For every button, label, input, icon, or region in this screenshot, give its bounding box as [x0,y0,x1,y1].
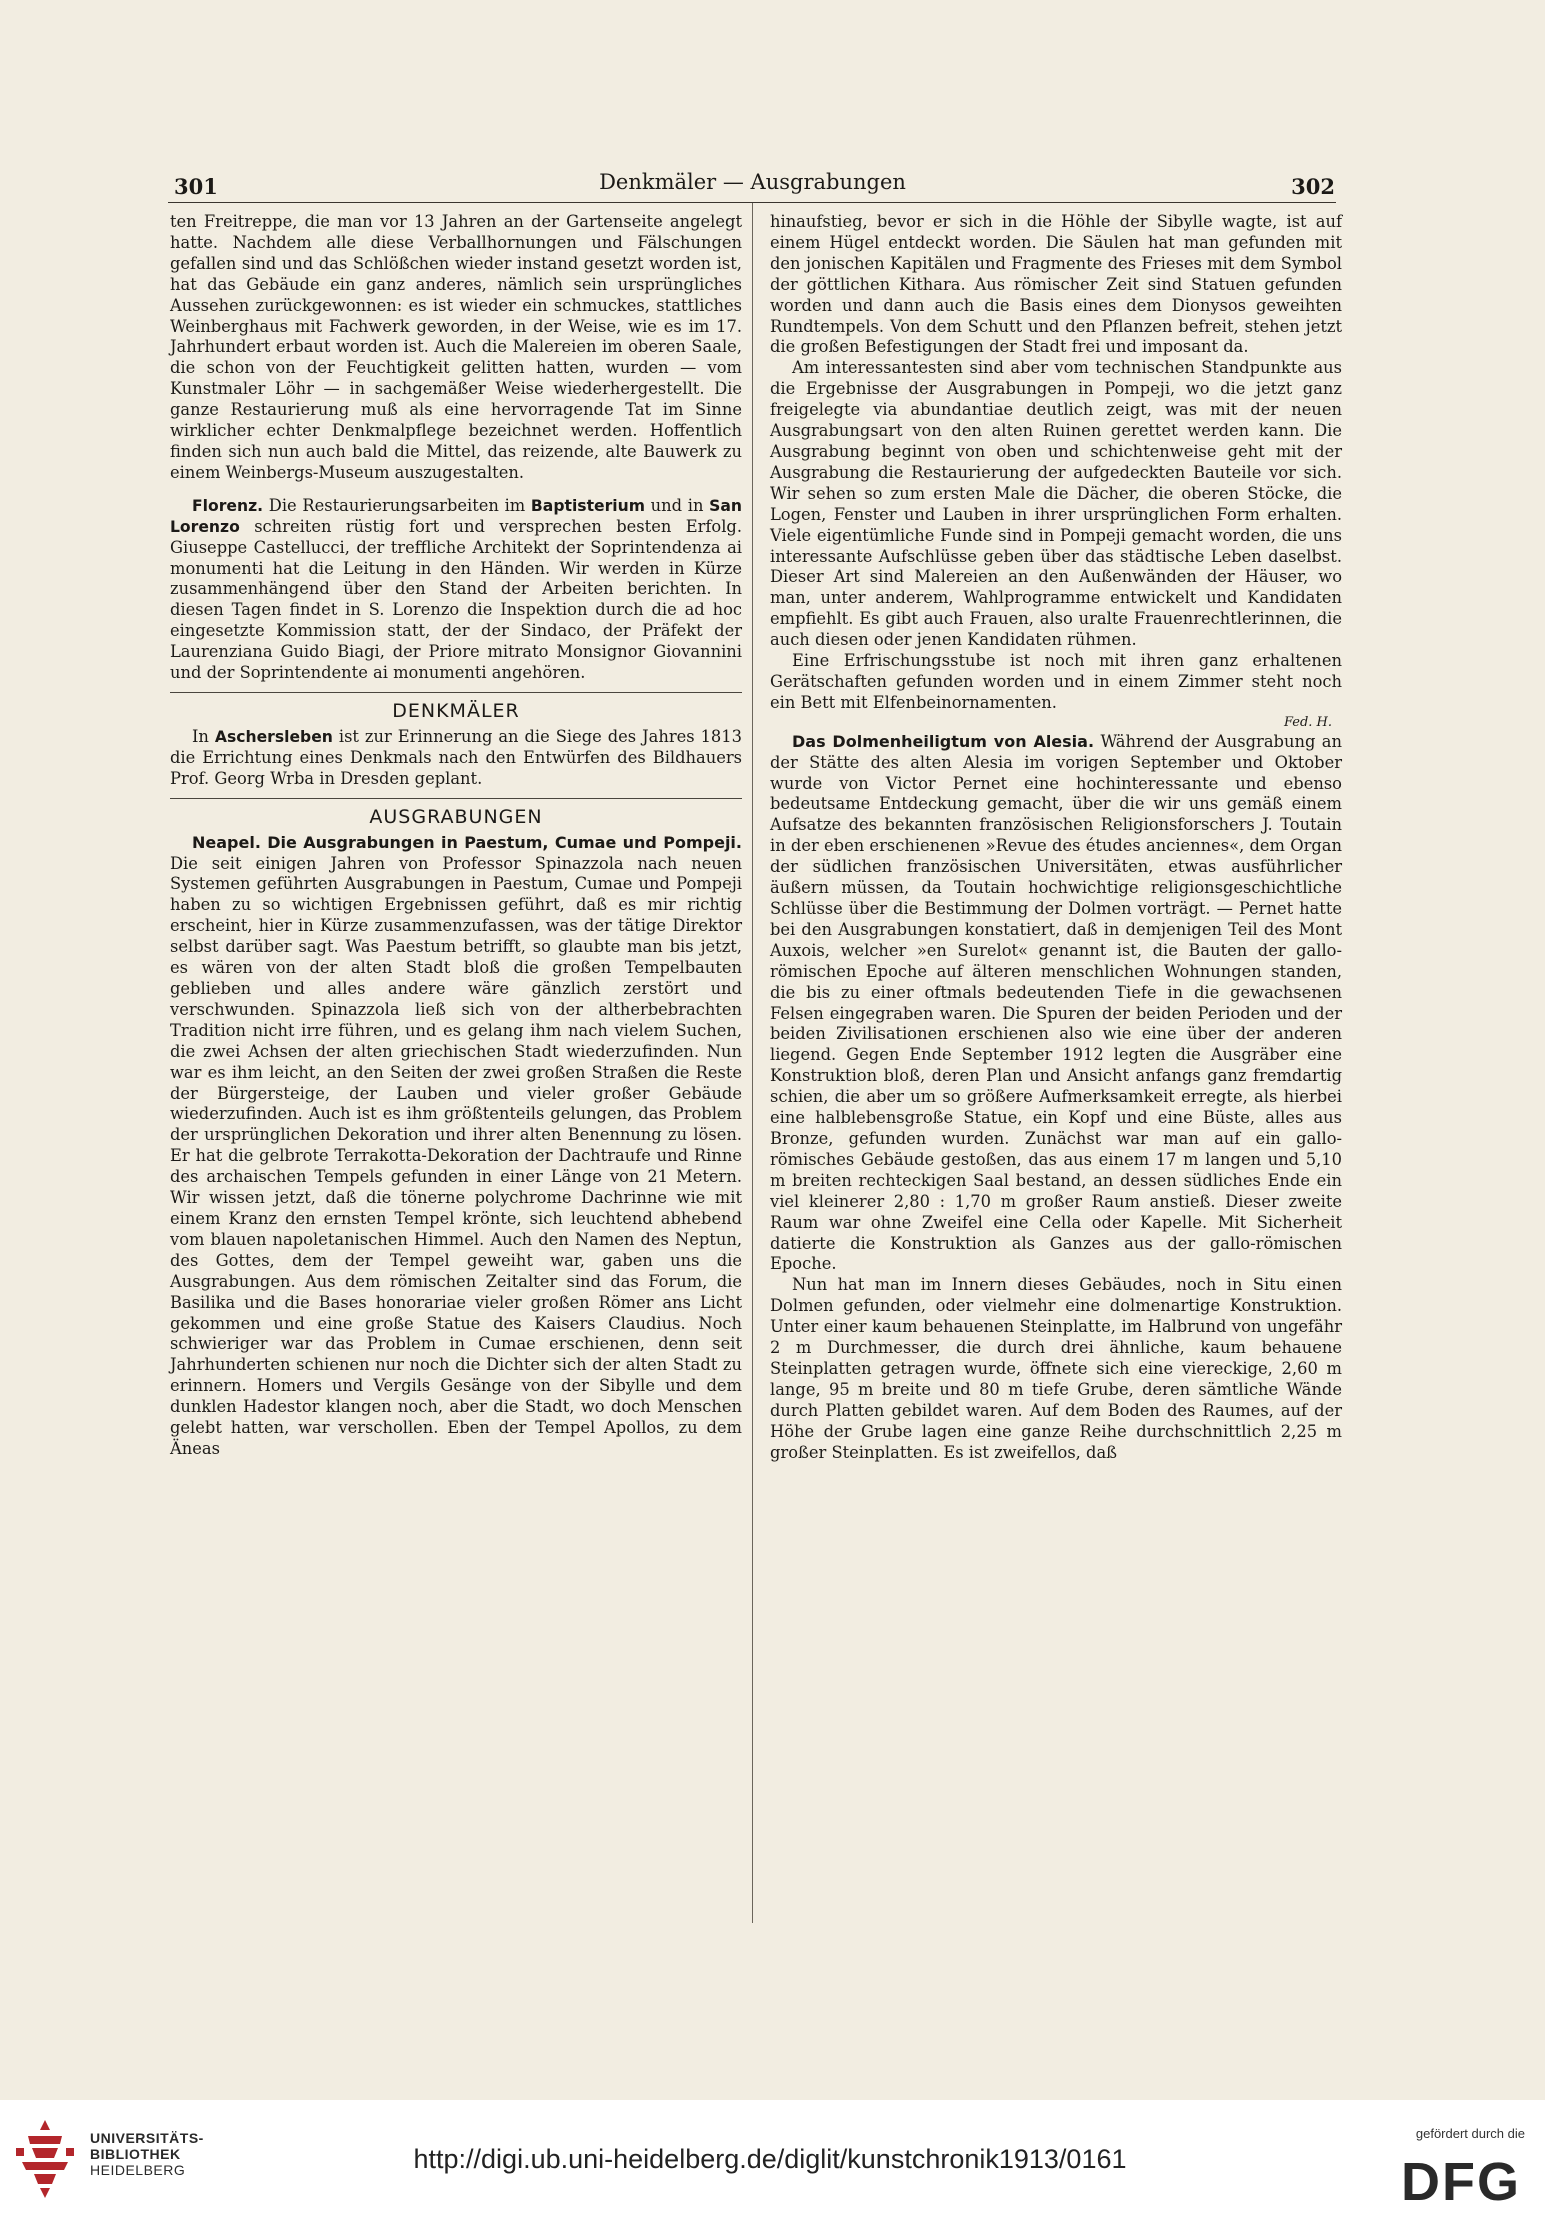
neapel-text: Die seit einigen Jahren von Professor Spinazzola nach neuen Systemen geführten Ausgrabungen in Paestum, Cumae und Pompeji haben zu so wichtigen Ergebnissen geführt, daß es mir richtig erscheint, hier in Kürze zusammenzufassen, was der tätige Direktor selbst darüber sagt. Was Paestum betrifft, so glaubte man bis jetzt, es wären von der alten Stadt bloß die großen Tempelbauten geblieben und alles andere wäre gänzlich zerstört und verschwunden. Spinazzola ließ sich von der altherbebrachten Tradition nicht irre führen, und es gelang ihm nach vielem Suchen, die zwei Achsen der alten griechischen Stadt wiederzufinden. Nun war es ihm leicht, an den Seiten der zwei großen Straßen die Reste der Bürgersteige, der Lauben und vieler großer Gebäude wiederzufinden. Auch ist es ihm größtenteils gelungen, das Problem der ursprünglichen Dekoration und ihrer alten Benennung zu lösen. Er hat die gelbrote Terrakotta-Dekoration der Dachtraufe und Rinne des archaischen Tempels gefunden in einer Länge von 21 Metern. Wir wissen jetzt, daß die tönerne polychrome Dachrinne wie mit einem Kranz den ernsten Tempel krönte, sich leuchtend abhebend vom blauen napoletanischen Himmel. Auch den Namen des Neptun, des Gottes, dem der Tempel geweiht war, gaben uns die Ausgrabungen. Aus dem römischen Zeitalter sind das Forum, die Basilika und die Bases honorariae vieler großen Römer ans Licht gekommen und eine große Statue des Kaisers Claudius. Noch schwieriger war das Problem in Cumae erschienen, denn seit Jahrhunderten schienen nur noch die Dichter sich der alten Stadt zu erinnern. Homers und Vergils Gesänge von der Sibylle und dem dunklen Hadestor klangen noch, aber die Stadt, wo doch Menschen gelebt hatten, war verschollen. Eben der Tempel Apollos, zu dem Äneas [170,853,742,1458]
aschersleben-text-c: ist zur Erinnerung an die Siege des Jahres 1813 die Errichtung eines Denkmals nach den Entwürfen des Bildhauers Prof. Georg Wrba in Dresden geplant. [170,726,743,788]
florenz-text-d: schreiten rüstig fort und versprechen besten Erfolg. Giuseppe Castellucci, der treffliche Architekt der Soprintendenza ai monumenti hat die Leitung in den Händen. Wir werden in Kürze zusammenhängend über den Stand der Arbeiten berichten. In diesen Tagen findet in S. Lorenzo die Inspektion durch die ad hoc eingesetzte Kommission statt, der der Sindaco, der Präfekt der Laurenziana Guido Biagi, der Priore mitrato Monsignor Giovannini und der Soprintendente ai monumenti angehören. [170,516,742,683]
lead-neapel: Neapel. Die Ausgrabungen in Paestum, Cumae und Pompeji. [192,832,742,852]
right-column [770,212,1342,1463]
uni-line-1: UNIVERSITÄTS- [90,2130,204,2146]
page-number-left: 301 [174,174,218,199]
permalink-url[interactable]: http://digi.ub.uni-heidelberg.de/diglit/kunstchronik1913/0161 [413,2144,1127,2174]
section-rule [170,692,742,693]
funding-note: gefördert durch die [1415,2126,1525,2141]
paragraph-neapel [170,833,742,1460]
term-baptisterium: Baptisterium [530,496,645,515]
term-aschersleben: Aschersleben [214,727,333,746]
page-number-right: 302 [1291,174,1335,199]
digitization-footer [0,2100,1545,2228]
aschersleben-text-a: In [192,726,215,746]
uni-line-2: BIBLIOTHEK [90,2146,181,2162]
uni-line-3: HEIDELBERG [90,2162,186,2178]
alesia-text: Während der Ausgrabung an der Stätte des alten Alesia im vorigen September und Oktober wurde von Victor Pernet eine hochinteressante und ebenso bedeutsame Entdeckung gemacht, über die wir uns gemäß einem Aufsatze des bekannten französischen Religionsforschers J. Toutain in der eben erschienenen »Revue des études anciennes«, dem Organ der südlichen französischen Universitäten, etwas ausführlicher äußern müssen, da Toutain hochwichtige religionsgeschichtliche Schlüsse über die Bestimmung der Dolmen vorträgt. — Pernet hatte bei den Ausgrabungen konstatiert, daß in demjenigen Teil des Mont Auxois, welcher »en Surelot« genannt ist, die Bauten der gallo-römischen Epoche auf älteren menschlichen Wohnungen standen, die bis zu einer oftmals bedeutenden Tiefe in die gewachsenen Felsen eingegraben waren. Die Spuren der beiden Perioden und der beiden Zivilisationen erschienen also wie eine über der anderen liegend. Gegen Ende September 1912 legten die Ausgräber eine Konstruktion bloß, deren Plan und Ansicht anfangs ganz fremdartig schien, die aber um so größere Aufmerksamkeit erregte, als hierbei eine halblebensgroße Statue, ein Kopf und eine Büste, alles aus Bronze, gefunden wurden. Zunächst war man auf ein gallo-römisches Gebäude gestoßen, das aus einem 17 m langen und 5,10 m breiten rechteckigen Saal bestand, an dessen südliches Ende ein viel kleinerer 2,80 : 1,70 m großer Raum anstieß. Dieser zweite Raum war ohne Zweifel eine Cella oder Kapelle. Mit Sicherheit datierte die Konstruktion als Ganzes aus der gallo-römischen Epoche. [770,731,1342,1274]
lead-florenz: Florenz. [192,496,264,515]
university-library-name [90,2130,204,2178]
lead-alesia: Das Dolmenheiligtum von Alesia. [792,731,1095,751]
running-header [170,170,1335,206]
florenz-text-a: Die Restaurierungsarbeiten im [263,495,531,515]
paragraph-pompeji: Am interessantesten sind aber vom technischen Standpunkte aus die Ergebnisse der Ausgrabungen in Pompeji, wo die jetzt ganz freigelegte via abundantiae deutlich zeigt, was mit der neuen Ausgrabungsart von den alten Ruinen gerettet werden kann. Die Ausgrabung beginnt von oben und schichtenweise geht mit der Ausgrabung die Restaurierung der aufgedeckten Bauteile vor sich. Wir sehen so zum ersten Male die Dächer, die oberen Stöcke, die Logen, Fenster und Lauben in ihrer ursprünglichen Form erhalten. Viele eigentümliche Funde sind in Pompeji gemacht worden, die uns interessante Aufschlüsse geben über das städtische Leben daselbst. Dieser Art sind Malereien an den Außenwänden der Häuser, wo man, unter anderem, Wahlprogramme entwickelt und Kandidaten empfiehlt. Es gibt auch Frauen, also uralte Frauenrechtlerinnen, die auch diesen oder jenen Kandidaten rühmen. [770,358,1342,650]
paragraph-aschersleben [170,727,742,790]
florenz-text-c: und in [645,495,710,515]
university-seal-icon [14,2118,76,2200]
paragraph-alesia [770,732,1342,1276]
dfg-logo: DFG [1401,2152,1521,2212]
term-san-lorenzo: San Lorenzo [170,496,742,536]
section-heading-denkmaeler: DENKMÄLER [392,699,520,722]
author-signature: Fed. H. [1283,714,1332,730]
column-divider [752,203,753,1923]
left-column [170,212,742,1460]
paragraph-erfrischungsstube: Eine Erfrischungsstube ist noch mit ihren ganz erhaltenen Gerätschaften gefunden worden und in einem Zimmer steht noch ein Bett mit Elfenbeinornamenten. [770,651,1342,712]
paragraph-cumae: hinaufstieg, bevor er sich in die Höhle der Sibylle wagte, ist auf einem Hügel entdeckt worden. Die Säulen hat man gefunden mit den jonischen Kapitälen und Fragmente des Frieses mit dem Symbol der göttlichen Kithara. Aus römischer Zeit sind Statuen gefunden worden und dann auch die Basis eines dem Dionysos geweihten Rundtempels. Von dem Schutt und den Pflanzen befreit, stehen jetzt die großen Befestigungen der Stadt frei und imposant da. [770,212,1342,357]
section-heading-ausgrabungen: AUSGRABUNGEN [369,805,543,828]
page-title: Denkmäler — Ausgrabungen [599,170,906,194]
paragraph-weinberghaus: ten Freitreppe, die man vor 13 Jahren an der Gartenseite angelegt hatte. Nachdem alle diese Verballhornungen und Fälschungen gefallen sind und das Schlößchen wieder instand gesetzt worden ist, hat das Gebäude ein ganz anderes, nämlich sein ursprüngliches Aussehen zurückgewonnen: es ist wieder ein schmuckes, stattliches Weinberghaus mit Fachwerk geworden, in der Weise, wie es im 17. Jahrhundert erbaut worden ist. Auch die Malereien im oberen Saale, die schon von der Feuchtigkeit gelitten hatten, wurden — vom Kunstmaler Löhr — in sachgemäßer Weise wiederhergestellt. Die ganze Restaurierung muß als eine hervorragende Tat im Sinne wirklicher echter Denkmalpflege bezeichnet werden. Hoffentlich finden sich nun auch bald die Mittel, das reizende, alte Bauwerk zu einem Weinbergs-Museum auszugestalten. [170,212,742,482]
section-rule [170,798,742,799]
paragraph-florenz [170,496,742,684]
paragraph-dolmen: Nun hat man im Innern dieses Gebäudes, noch in Situ einen Dolmen gefunden, oder vielmehr eine dolmenartige Konstruktion. Unter einer kaum behauenen Steinplatte, im Halbrund von ungefähr 2 m Durchmesser, die durch drei ähnliche, kaum behauene Steinplatten getragen wurde, öffnete sich eine viereckige, 2,60 m lange, 95 m breite und 80 m tiefe Grube, deren sämtliche Wände durch Platten gebildet waren. Auf dem Boden des Raumes, auf der Höhe der Grube lagen eine ganze Reihe durchschnittlich 2,25 m großer Steinplatten. Es ist zweifellos, daß [770,1275,1342,1462]
